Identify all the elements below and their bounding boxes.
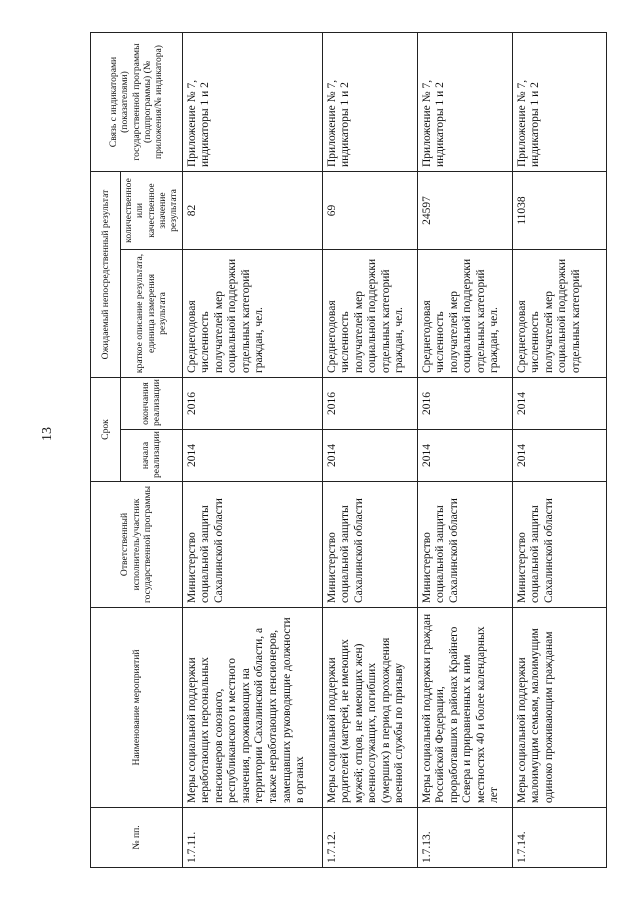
row-number: 1.7.12. <box>322 808 417 868</box>
row-link: Приложение № 7, индикаторы 1 и 2 <box>417 33 512 172</box>
row-desc: Среднегодовая численность получателей мер социальной поддержки отдельных категорий граждан, чел. <box>182 250 322 378</box>
row-link: Приложение № 7, индикаторы 1 и 2 <box>182 33 322 172</box>
row-number: 1.7.11. <box>182 808 322 868</box>
measures-table <box>90 32 607 868</box>
header-no: № пп. <box>91 808 183 868</box>
row-start: 2014 <box>182 430 322 482</box>
row-name: Меры социальной поддержки граждан Российской Федерации, проработавших в районах Крайнего Севера и приравненных к ним местностях 40 и более календарных лет <box>417 608 512 808</box>
row-value: 24597 <box>417 172 512 250</box>
table-row <box>512 33 606 868</box>
row-link: Приложение № 7, индикаторы 1 и 2 <box>512 33 606 172</box>
row-end: 2016 <box>322 378 417 430</box>
header-result-value: количественное или качественное значение результата <box>121 172 183 250</box>
row-start: 2014 <box>322 430 417 482</box>
header-name: Наименование мероприятий <box>91 608 183 808</box>
header-result-desc: краткое описание результата, единица измерения результата <box>121 250 183 378</box>
row-start: 2014 <box>512 430 606 482</box>
row-desc: Среднегодовая численность получателей мер социальной поддержки отдельных категорий граждан, чел. <box>322 250 417 378</box>
row-start: 2014 <box>417 430 512 482</box>
row-name: Меры социальной поддержки родителей (матерей, не имеющих мужей; отцов, не имеющих жен) военнослужащих, погибших (умерших) в период прохождения военной службы по призыву <box>322 608 417 808</box>
row-end: 2014 <box>512 378 606 430</box>
header-result: Ожидаемый непосредственный результат <box>91 172 121 378</box>
row-responsible: Министерство социальной защиты Сахалинской области <box>322 482 417 608</box>
row-end: 2016 <box>417 378 512 430</box>
table-row <box>417 33 512 868</box>
rotated-table-container <box>90 33 582 868</box>
row-link: Приложение № 7, индикаторы 1 и 2 <box>322 33 417 172</box>
row-end: 2016 <box>182 378 322 430</box>
row-responsible: Министерство социальной защиты Сахалинской области <box>417 482 512 608</box>
row-desc: Среднегодовая численность получателей мер социальной поддержки отдельных категорий граждан, чел. <box>417 250 512 378</box>
header-term: Срок <box>91 378 121 482</box>
row-value: 82 <box>182 172 322 250</box>
row-value: 11038 <box>512 172 606 250</box>
header-term-end: окончания реализации <box>121 378 183 430</box>
header-term-start: начала реализации <box>121 430 183 482</box>
row-number: 1.7.13. <box>417 808 512 868</box>
row-value: 69 <box>322 172 417 250</box>
table-row <box>182 33 322 868</box>
row-desc: Среднегодовая численность получателей мер социальной поддержки отдельных категорий <box>512 250 606 378</box>
row-name: Меры социальной поддержки малоимущим семьям, малоимущим одиноко проживающим гражданам <box>512 608 606 808</box>
row-number: 1.7.14. <box>512 808 606 868</box>
table-row <box>322 33 417 868</box>
row-responsible: Министерство социальной защиты Сахалинской области <box>512 482 606 608</box>
header-link: Связь с индикаторами (показателями) государственной программы (подпрограммы) (№ приложения/№ индикатора) <box>91 33 183 172</box>
row-name: Меры социальной поддержки неработающих персональных пенсионеров союзного, республиканского и местного значения, проживающих на территории Сахалинской области, а также неработающих пенсионеров, замещавших руководящие должности в органах <box>182 608 322 808</box>
header-responsible: Ответственный исполнитель/участник государственной программы <box>91 482 183 608</box>
page-number: 13 <box>40 427 55 441</box>
row-responsible: Министерство социальной защиты Сахалинской области <box>182 482 322 608</box>
